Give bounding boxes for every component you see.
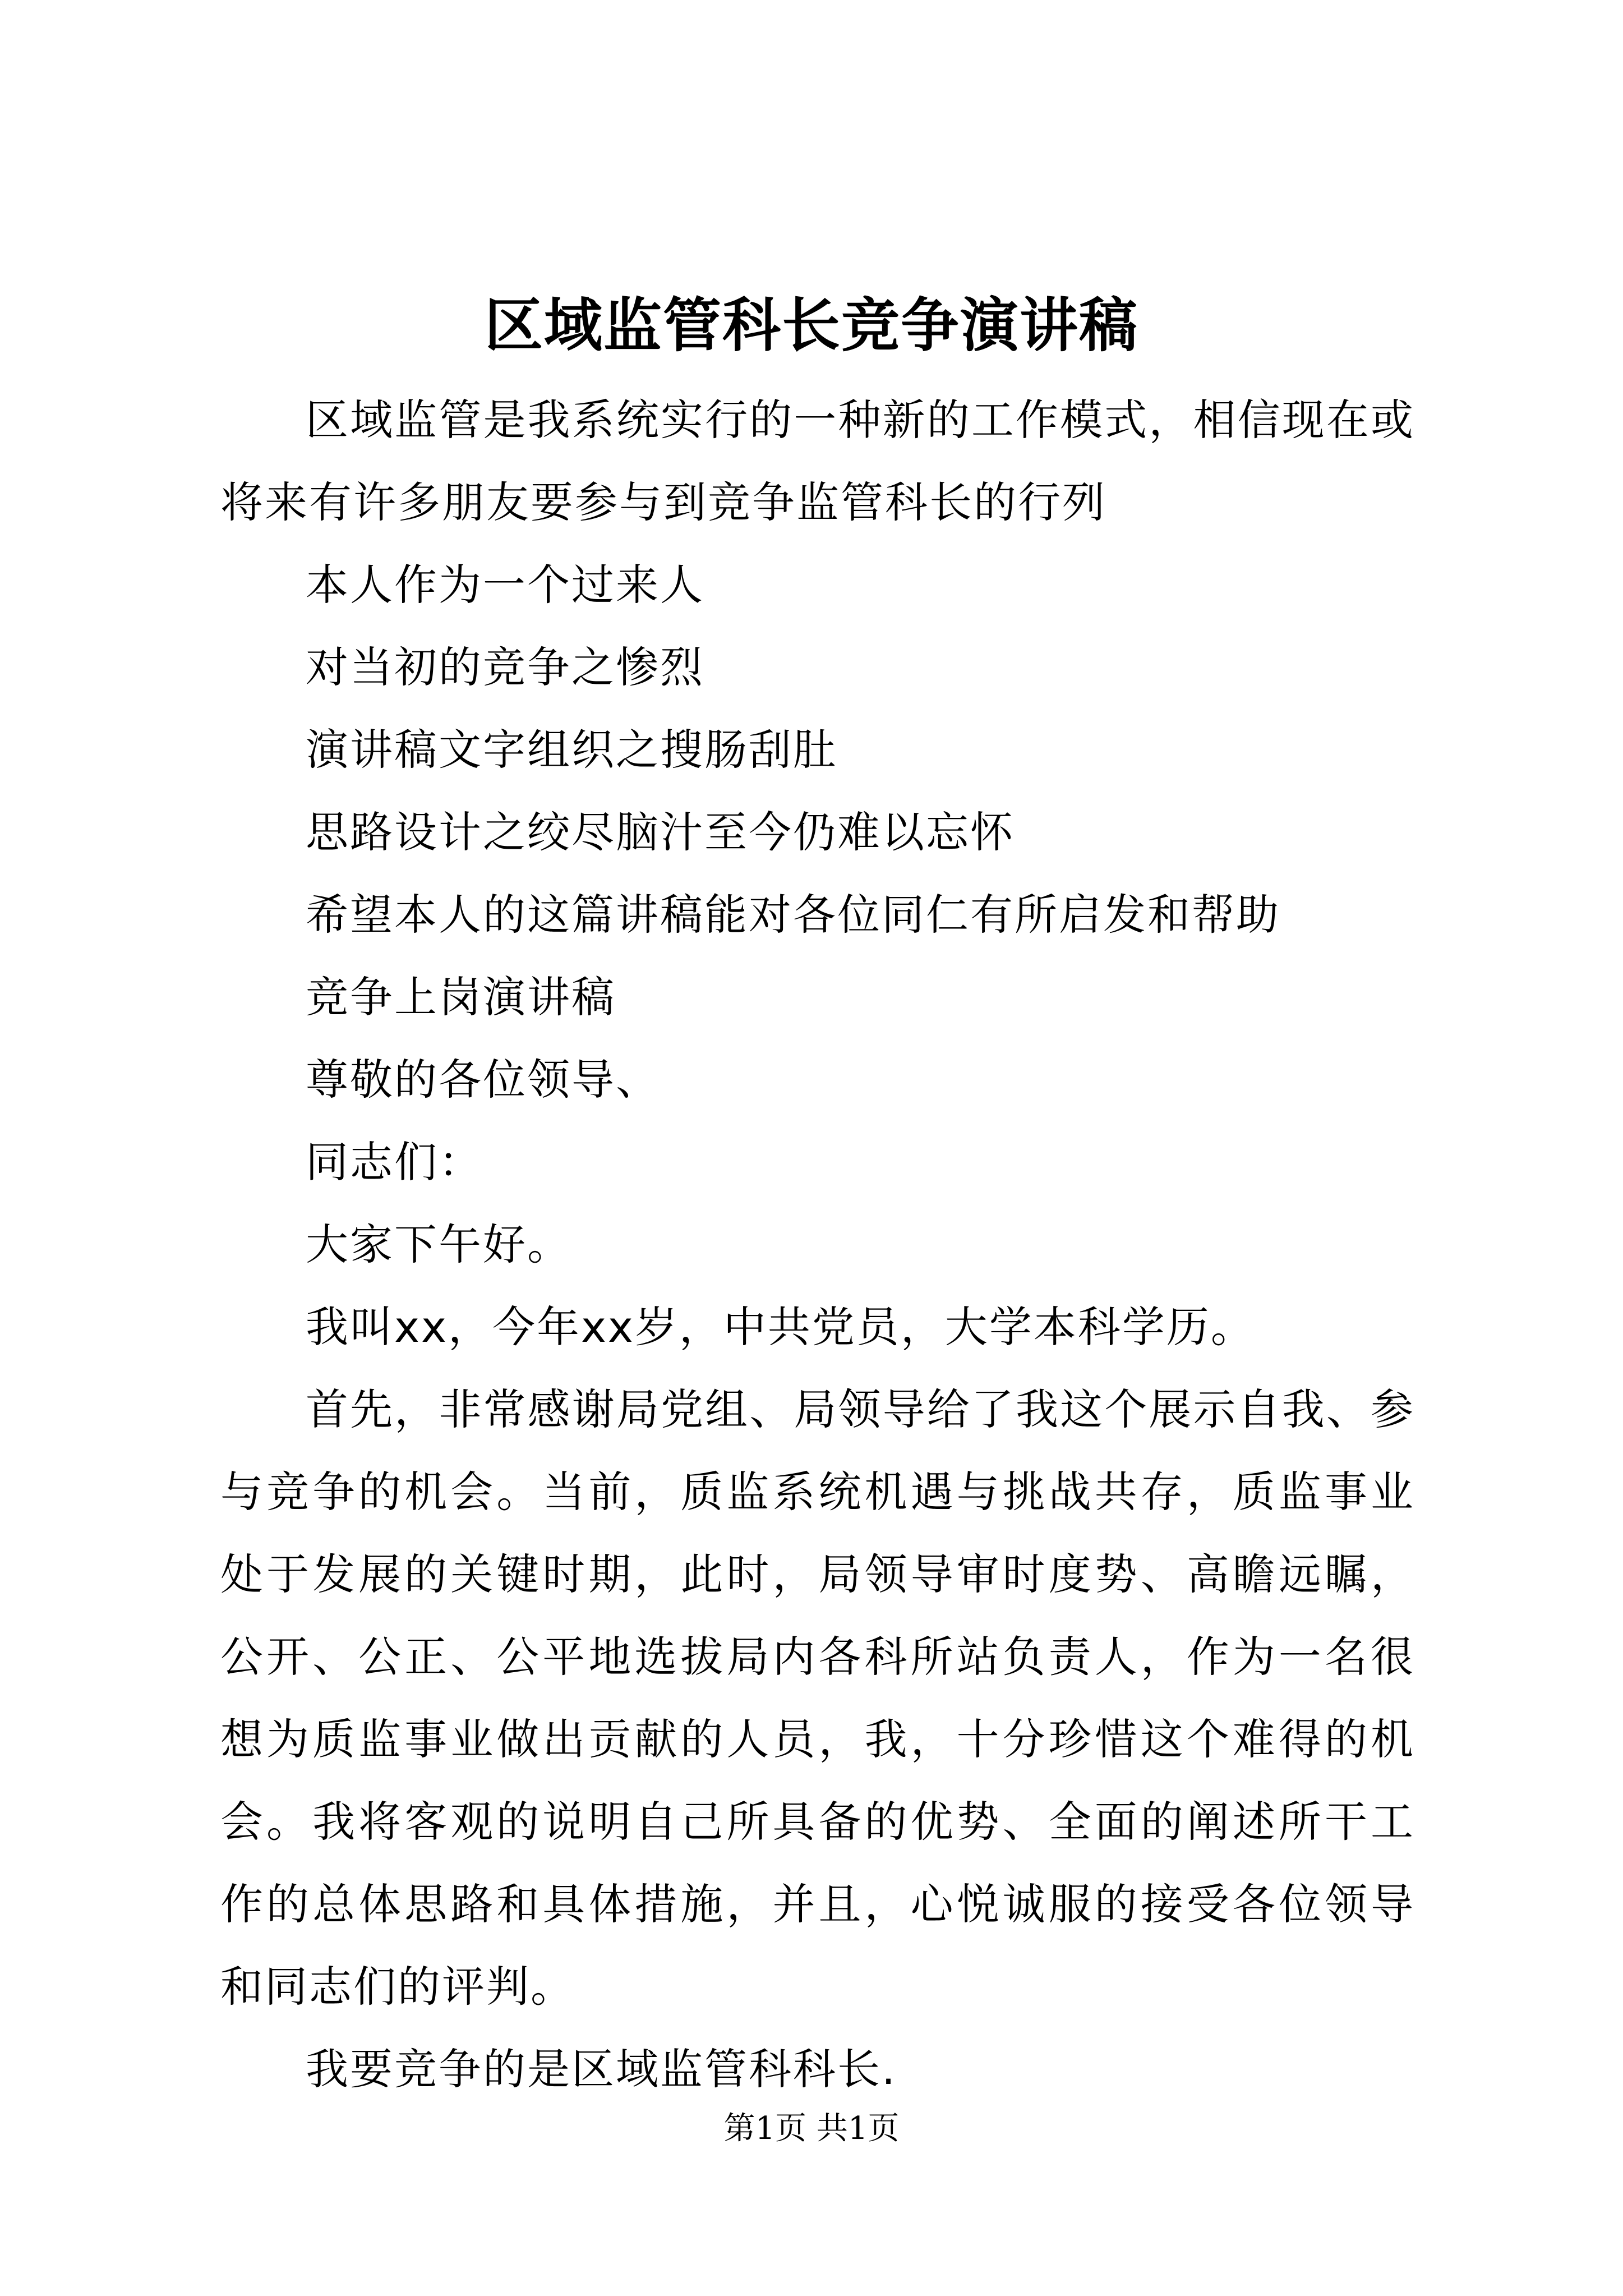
paragraph: 首先，非常感谢局党组、局领导给了我这个展示自我、参与竞争的机会。当前，质监系统机遇与挑战共存，质监事业处于发展的关键时期，此时，局领导审时度势、高瞻远瞩，公开、公正、公平地选拔局内各科所站负责人，作为一名很想为质监事业做出贡献的人员，我，十分珍惜这个难得的机会。我将客观的说明自己所具备的优势、全面的阐述所干工作的总体思路和具体措施，并且，心悦诚服的接受各位领导和同志们的评判。 bbox=[220, 1384, 1415, 2012]
page-number-footer: 第1页 共1页 bbox=[723, 2110, 900, 2147]
paragraph: 大家下午好。 bbox=[306, 1220, 571, 1269]
paragraph: 本人作为一个过来人 bbox=[306, 560, 704, 610]
document-title: 区域监管科长竞争演讲稿 bbox=[484, 291, 1138, 360]
paragraph: 希望本人的这篇讲稿能对各位同仁有所启发和帮助 bbox=[306, 890, 1280, 940]
paragraph: 我要竞争的是区域监管科科长. bbox=[306, 2044, 897, 2094]
paragraph: 尊敬的各位领导、 bbox=[306, 1055, 660, 1105]
paragraph: 演讲稿文字组织之搜肠刮肚 bbox=[306, 725, 837, 775]
document-body bbox=[220, 379, 1415, 2110]
paragraph: 区域监管是我系统实行的一种新的工作模式，相信现在或将来有许多朋友要参与到竞争监管科长的行列 bbox=[220, 395, 1415, 527]
paragraph: 竞争上岗演讲稿 bbox=[306, 972, 616, 1022]
paragraph: 对当初的竞争之惨烈 bbox=[306, 642, 704, 692]
paragraph: 我叫xx，今年xx岁，中共党员，大学本科学历。 bbox=[306, 1302, 1255, 1352]
paragraph: 思路设计之绞尽脑汁至今仍难以忘怀 bbox=[306, 807, 1015, 857]
paragraph: 同志们： bbox=[306, 1137, 483, 1187]
